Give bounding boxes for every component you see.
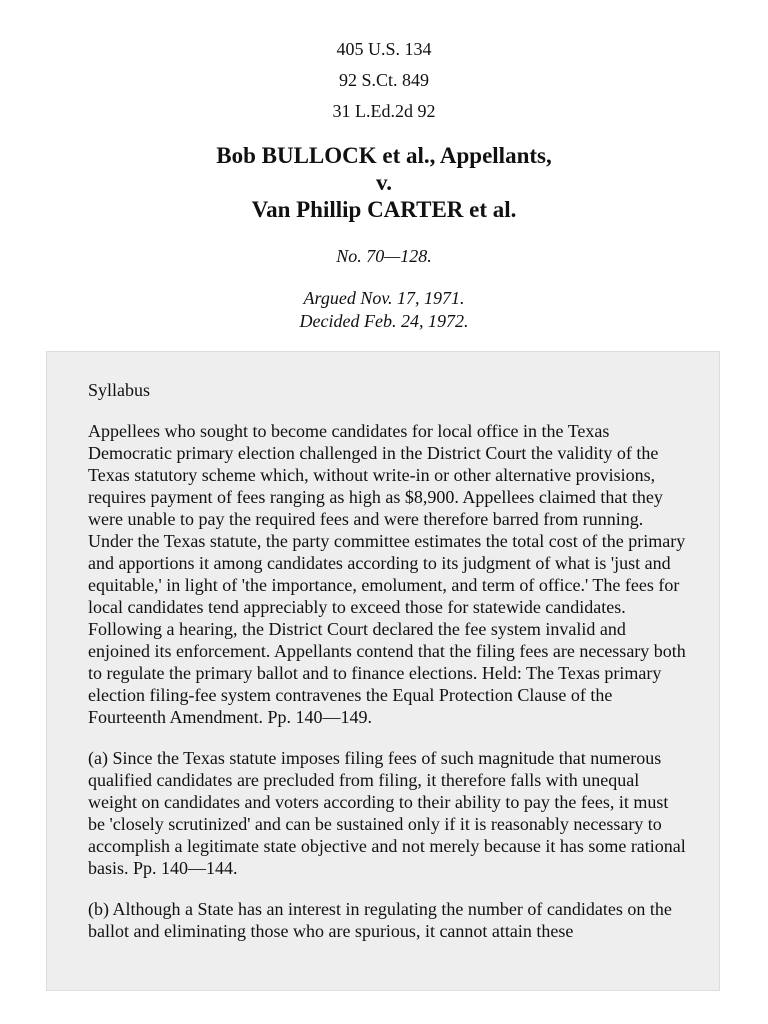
- case-title: [0, 142, 768, 223]
- decided-date: Decided Feb. 24, 1972.: [299, 311, 469, 331]
- docket-number: No. 70—128.: [336, 246, 432, 266]
- citation-block: [0, 34, 768, 127]
- case-title-appellees: Van Phillip CARTER et al.: [251, 197, 517, 222]
- case-dates: [0, 287, 768, 333]
- citation-lawyers-edition: 31 L.Ed.2d 92: [332, 101, 436, 121]
- syllabus-paragraph: (a) Since the Texas statute imposes filing fees of such magnitude that numerous qualified candidates are precluded from filing, it therefore falls with unequal weight on candidates and voters according to their ability to pay the fees, it must be 'closely scrutinized' and can be sustained only if it is reasonably necessary to accomplish a legitimate state objective and not merely because it has some rational basis. Pp. 140—144.: [88, 748, 686, 878]
- argued-date: Argued Nov. 17, 1971.: [303, 288, 465, 308]
- syllabus-content: [88, 379, 688, 961]
- case-title-versus: v.: [376, 170, 392, 195]
- syllabus-paragraph: Appellees who sought to become candidates for local office in the Texas Democratic primary election challenged in the District Court the validity of the Texas statutory scheme which, without write-in or other alternative provisions, requires payment of fees ranging as high as $8,900. Appellees claimed that they were unable to pay the required fees and were therefore barred from running. Under the Texas statute, the party committee estimates the total cost of the primary and apportions it among candidates according to its judgment of what is 'just and equitable,' in light of 'the importance, emolument, and term of office.' The fees for local candidates tend appreciably to exceed those for statewide candidates. Following a hearing, the District Court declared the fee system invalid and enjoined its enforcement. Appellants contend that the filing fees are necessary both to regulate the primary ballot and to finance elections. Held: The Texas primary election filing-fee system contravenes the Equal Protection Clause of the Fourteenth Amendment. Pp. 140—149.: [88, 421, 686, 727]
- citation-us-reports: 405 U.S. 134: [336, 39, 432, 59]
- syllabus-paragraph: (b) Although a State has an interest in regulating the number of candidates on the ballot and eliminating those who are spurious, it cannot attain these: [88, 899, 672, 941]
- case-title-appellants: Bob BULLOCK et al., Appellants,: [216, 143, 552, 168]
- syllabus-heading: Syllabus: [88, 380, 151, 400]
- syllabus-panel: [46, 351, 720, 991]
- citation-supreme-court-reporter: 92 S.Ct. 849: [338, 70, 430, 90]
